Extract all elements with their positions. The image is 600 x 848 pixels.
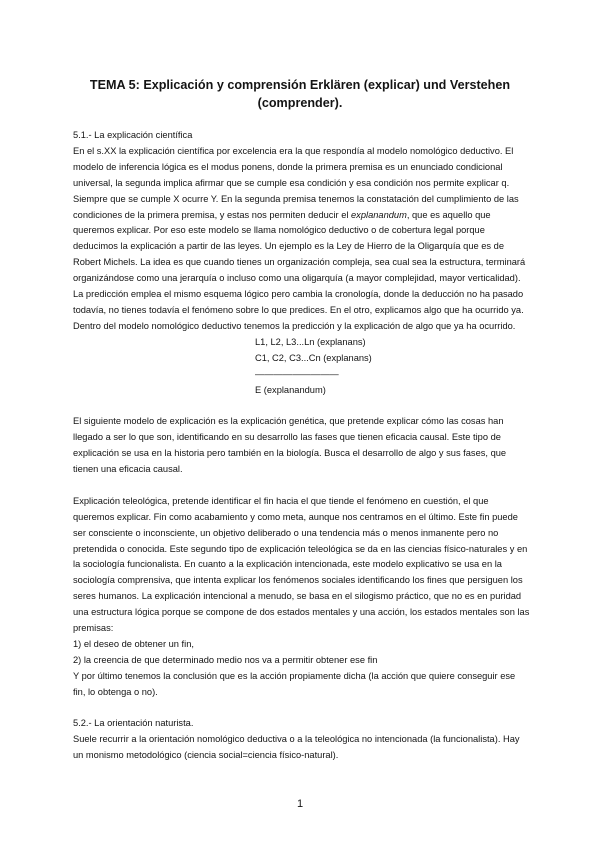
paragraph-text: En el s.XX la explicación científica por excelencia era la que respondía al modelo nomológico deductivo. El modelo de inferencia lógica es el modus ponens, donde la primera premisa es un enunciado condicional universal, la segunda implica afirmar que se cumple esa condición y esa condición nos permite explicar q. Siempre que se cumple X ocurre Y. En la segunda premisa tenemos la constatación del cumplimiento de las condiciones de la primera premisa, y estas nos permiten deducir el: [73, 145, 519, 220]
page-title: TEMA 5: Explicación y comprensión Erklären (explicar) und Verstehen (comprender).: [89, 78, 511, 110]
paragraph-conclusion: Y por último tenemos la conclusión que es la acción propiamente dicha (la acción que quiere conseguir ese fin, lo obtenga o no).: [73, 670, 516, 697]
emphasis-explanandum: explanandum: [351, 209, 407, 220]
paragraph-nomological: [73, 144, 530, 287]
formula-rule: —————————: [255, 368, 339, 379]
section-heading-5-1: 5.1.- La explicación científica: [73, 130, 193, 140]
formula-explanandum: E (explanandum): [255, 384, 326, 395]
paragraph-teleological: Explicación teleológica, pretende identificar el fin hacia el que tiende el fenómeno en cuestión, el que queremos explicar. Fin como acabamiento y como meta, aunque nos centramos en el último. Este fin puede ser consciente o inconsciente, un objetivo deliberado o una tendencia más o menos inmanente pero no pretendida o conocida. Este segundo tipo de explicación teleológica se da en las ciencias físico-naturales y en la sociología funcionalista. En cuanto a la explicación intencionada, este modelo explicativo se usa en la sociología comprensiva, que intenta explicar los fenómenos sociales identificando los fines que persiguen los seres humanos. La explicación intencional a menudo, se basa en el silogismo práctico, que no es en puridad una estructura lógica porque se compone de dos estados mentales y una acción, los estados mentales son las premisas:: [73, 495, 530, 634]
paragraph-genetic: El siguiente modelo de explicación es la explicación genética, que pretende explicar cómo las cosas han llegado a ser lo que son, identificando en su desarrollo las fases que tienen eficacia causal. Este tipo de explicación se usa en la historia pero también en la biología. Busca el desarrollo de algo y sus fases, que tienen una eficacia causal.: [73, 416, 507, 475]
paragraph-prediction: La predicción emplea el mismo esquema lógico pero cambia la cronología, donde la deducción no ha pasado todavía, no tienes todavía el fenómeno sobre lo que predices. En el otro, explicamos algo que ha ocurrido ya. Dentro del modelo nomológico deductivo tenemos la predicción y la explicación de algo que ya ha ocurrido.: [73, 289, 524, 331]
paragraph-text: , que es aquello que queremos explicar. Por eso este modelo se llama nomológico deductivo o de cobertura legal porque deducimos la explicación a partir de las leyes. Un ejemplo es la Ley de Hierro de la Oligarquía que es de Robert Michels. La idea es que cuando tienes un organización compleja, sea cual sea la estructura, terminará organizándose como una jerarquía o incluso como una oligarquía (a mayor complejidad, mayor verticalidad).: [73, 209, 526, 284]
formula-laws: L1, L2, L3...Ln (explanans): [255, 336, 366, 347]
deductive-schema: [255, 335, 530, 399]
section-heading-5-2: 5.2.- La orientación naturista.: [73, 718, 194, 729]
document-body: [73, 128, 530, 764]
formula-conditions: C1, C2, C3...Cn (explanans): [255, 352, 372, 363]
list-item: 1) el deseo de obtener un fin,: [73, 638, 194, 649]
list-item: 2) la creencia de que determinado medio nos va a permitir obtener ese fin: [73, 654, 378, 665]
page-number: 1: [296, 798, 304, 810]
paragraph-naturist: Suele recurrir a la orientación nomológico deductiva o a la teleológica no intencionada (la funcionalista). Hay un monismo metodológico (ciencia social=ciencia físico-natural).: [73, 734, 520, 761]
